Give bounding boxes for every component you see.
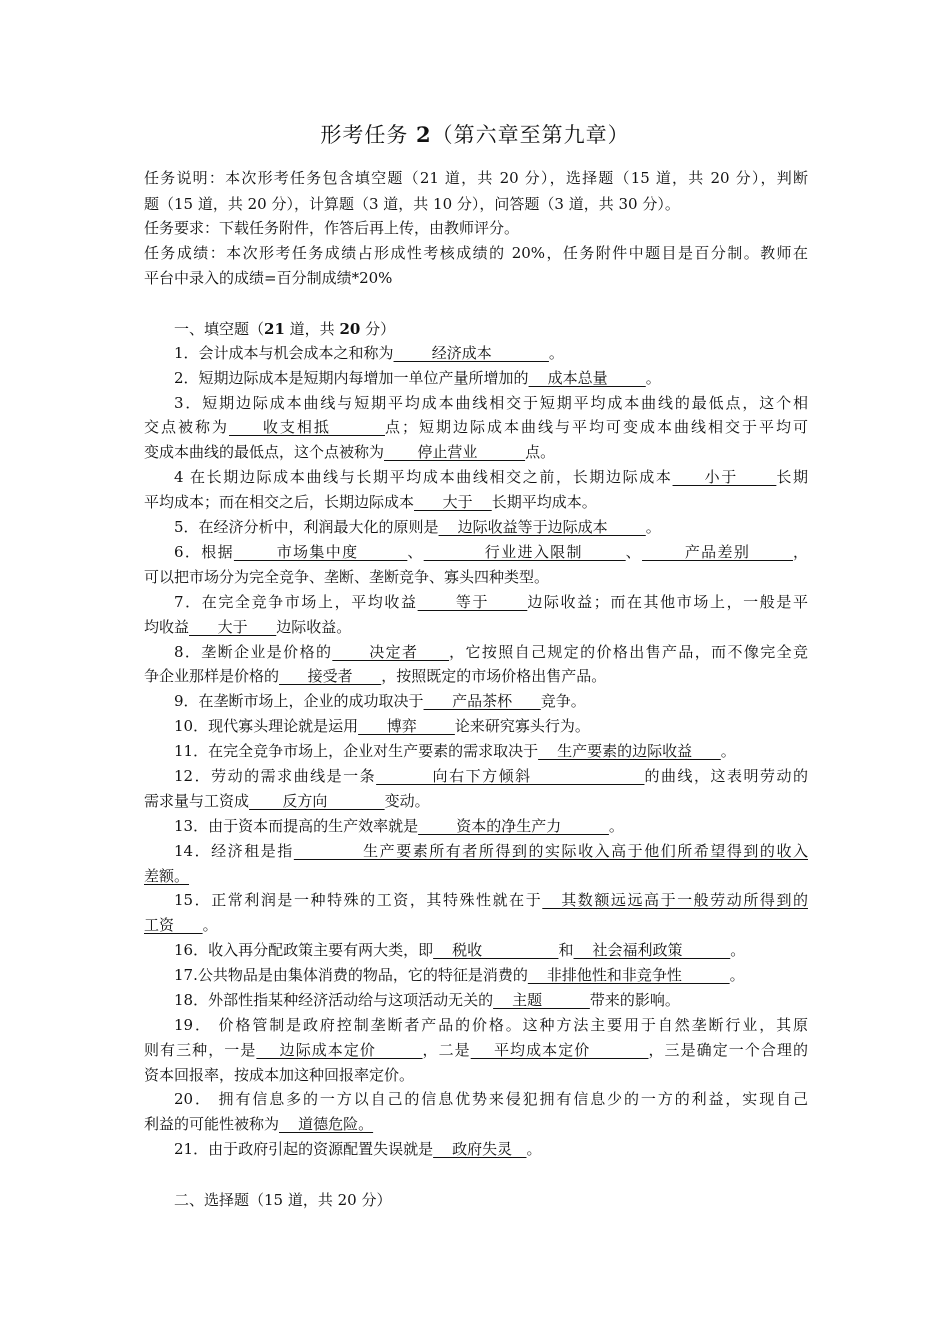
answer-blank: 主题 [493,991,590,1009]
answer-blank: 停止营业 [384,443,526,461]
question-3-line-2: 交点被称为 收支相抵 点；短期边际成本曲线与平均可变成本曲线相交于平均可 [144,418,808,436]
question-17: 17.公共物品是由集体消费的物品，它的特征是消费的 非排他性和非竞争性 。 [174,966,745,984]
answer-blank: 博弈 [358,717,455,735]
question-6-line-1: 6．根据 市场集中度 、 行业进入限制 、 产品差别 ， [174,543,808,561]
intro-line-2: 题（15 道，共 20 分），计算题（3 道，共 10 分），问答题（3 道，共 30 分）。 [144,195,680,213]
answer-blank: 决定者 [332,643,450,661]
question-7-line-2: 均收益 大于 边际收益。 [144,618,352,636]
answer-blank: 生产要素的边际收益 [538,742,721,760]
question-9: 9．在垄断市场上，企业的成功取决于 产品茶杯 竞争。 [174,692,586,710]
answer-blank: 其数额远远高于一般劳动所得到的 [542,891,808,909]
answer-blank: 工资 [144,916,203,934]
answer-blank: 资本的净生产力 [418,817,609,835]
title-subtitle: （第六章至第九章） [431,123,630,147]
answer-blank: 产品茶杯 [423,692,541,710]
question-14-line-1: 14．经济租是指 生产要素所有者所得到的实际收入高于他们所希望得到的收入 [174,842,809,860]
question-15-line-1: 15．正常利润是一种特殊的工资，其特殊性就在于 其数额远远高于一般劳动所得到的 [174,891,808,909]
answer-blank: 等于 [417,593,528,611]
intro-line-4: 任务成绩：本次形考任务成绩占形成性考核成绩的 20%，任务附件中题目是百分制。教师在 [144,244,808,262]
question-8-line-1: 8．垄断企业是价格的 决定者 ，它按照自己规定的价格出售产品，而不像完全竞 [174,643,808,661]
answer-blank: 大于 [189,618,277,636]
question-10: 10．现代寡头理论就是运用 博弈 论来研究寡头行为。 [174,717,590,735]
answer-blank: 经济成本 [393,344,549,362]
answer-blank: 政府失灵 [433,1140,527,1158]
question-14-line-2 [144,866,808,886]
answer-blank: 成本总量 [528,369,646,387]
intro-line-5: 平台中录入的成绩=百分制成绩*20% [144,269,393,287]
intro-line-1: 任务说明：本次形考任务包含填空题（21 道，共 20 分），选择题（15 道，共 20 分），判断 [144,169,808,187]
answer-blank: 小于 [672,468,777,486]
section-choice-heading: 二、选择题（15 道，共 20 分） [174,1191,392,1209]
answer-blank: 反方向 [249,792,385,810]
question-7-line-1: 7．在完全竞争市场上，平均收益 等于 边际收益；而在其他市场上，一般是平 [174,593,808,611]
question-4-line-2: 平均成本；而在相交之后，长期边际成本 大于 长期平均成本。 [144,493,597,511]
answer-blank: 生产要素所有者所得到的实际收入高于他们所希望得到的收入 [293,842,809,860]
question-18: 18．外部性指某种经济活动给与这项活动无关的 主题 带来的影响。 [174,991,680,1009]
answer-blank: 平均成本定价 [470,1041,649,1059]
title-number: 2 [416,122,432,147]
question-12-line-1: 12．劳动的需求曲线是一条 向右下方倾斜 的曲线，这表明劳动的 [174,767,808,785]
answer-blank: 大于 [414,493,492,511]
answer-blank: 差额。 [144,867,190,885]
question-3-line-3: 变成本曲线的最低点，这个点被称为 停止营业 点。 [144,443,556,461]
answer-blank: 收支相抵 [229,418,385,436]
question-5: 5．在经济分析中，利润最大化的原则是 边际收益等于边际成本 。 [174,518,661,536]
section-fill-heading: 一、填空题（21 道，共 20 分） [174,320,396,338]
question-15-line-2: 工资 。 [144,916,218,934]
answer-blank: 税收 [433,941,559,959]
question-1: 1．会计成本与机会成本之和称为 经济成本 。 [174,344,564,362]
answer-blank: 产品差别 [642,543,793,561]
answer-blank: 边际成本定价 [256,1041,423,1059]
answer-blank: 向右下方倾斜 [376,767,645,785]
answer-blank: 边际收益等于边际成本 [438,518,646,536]
answer-blank: 道德危险。 [279,1115,374,1133]
question-13: 13．由于资本而提高的生产效率就是 资本的净生产力 。 [174,817,624,835]
question-16: 16．收入再分配政策主要有两大类，即 税收 和 社会福利政策 。 [174,941,746,959]
question-19-line-1: 19． 价格管制是政府控制垄断者产品的价格。这种方法主要用于自然垄断行业，其原 [174,1016,808,1034]
question-20-line-2: 利益的可能性被称为 道德危险。 [144,1115,374,1133]
question-8-line-2: 争企业那样是价格的 接受者 ，按照既定的市场价格出售产品。 [144,667,607,685]
question-12-line-2: 需求量与工资成 反方向 变动。 [144,792,430,810]
question-6-line-2: 可以把市场分为完全竞争、垄断、垄断竞争、寡头四种类型。 [144,568,550,586]
answer-blank: 市场集中度 [233,543,408,561]
question-20-line-1: 20． 拥有信息多的一方以自己的信息优势来侵犯拥有信息少的一方的利益，实现自己 [174,1090,808,1108]
question-3-line-1: 3．短期边际成本曲线与短期平均成本曲线相交于短期平均成本曲线的最低点，这个相 [174,394,808,412]
title-main: 形考任务 [320,123,409,147]
intro-line-3: 任务要求：下载任务附件，作答后再上传，由教师评分。 [144,219,520,237]
question-19-line-3: 资本回报率，按成本加这种回报率定价。 [144,1066,415,1084]
answer-blank: 行业进入限制 [423,543,626,561]
question-2: 2．短期边际成本是短期内每增加一单位产量所增加的 成本总量 。 [174,369,661,387]
answer-blank: 接受者 [279,667,382,685]
question-4-line-1: 4 在长期边际成本曲线与长期平均成本曲线相交之前，长期边际成本 小于 长期 [174,468,808,486]
question-19-line-2: 则有三种，一是 边际成本定价 ，二是 平均成本定价 ，三是确定一个合理的 [144,1041,808,1059]
answer-blank: 非排他性和非竞争性 [527,966,730,984]
question-11: 11．在完全竞争市场上，企业对生产要素的需求取决于 生产要素的边际收益 。 [174,742,736,760]
question-21: 21．由于政府引起的资源配置失误就是 政府失灵 。 [174,1140,542,1158]
page-title [0,119,950,149]
answer-blank: 社会福利政策 [573,941,731,959]
